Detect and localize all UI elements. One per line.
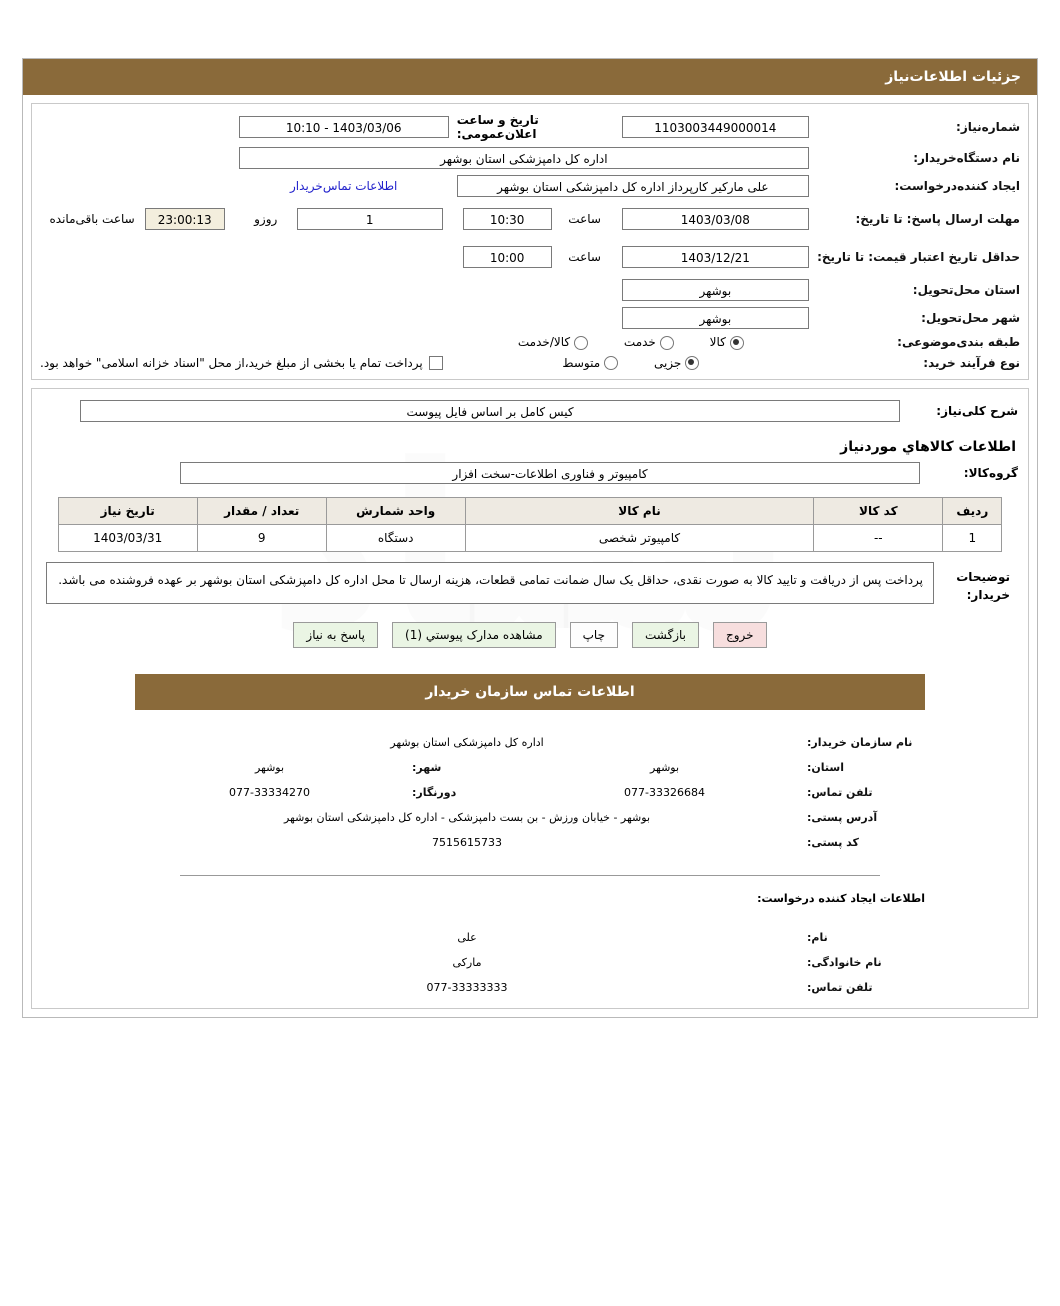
treasury-checkbox-row [36,353,453,374]
contact-row-phone [135,780,925,805]
contact-row-org [135,730,925,755]
goods-table [58,497,1003,552]
process-option-motavaset[interactable] [562,356,622,371]
goods-header-3: واحد شمارش [326,498,465,525]
group-value-cell [176,459,924,487]
deadline-hour-value: 10:30 [463,208,552,230]
contact-value-fax: 077-33334270 [229,786,310,799]
radio-icon[interactable] [730,336,744,350]
row-process [36,353,1024,374]
goods-section-title: اطلاعات کالاهاي موردنیاز [840,439,1016,455]
price-validity-hour-cell [453,238,618,276]
row-city [36,304,1024,332]
creator-value: علی مارکیر کارپرداز اداره کل دامپزشکی استان بوشهر [457,175,809,197]
city-label: شهر محل‌تحویل: [921,311,1020,325]
contact-label-address: آدرس پستی: [807,811,878,824]
creator-row-lastname [135,950,925,975]
goods-cell-name: کامپیوتر شخصی [465,525,814,552]
buyer-org-value: اداره کل دامپزشکی استان بوشهر [239,147,809,169]
announce-datetime-label: تاریخ و ساعت اعلان‌عمومی: [456,113,539,141]
creator-table [135,925,925,1000]
goods-cell-code: -- [814,525,943,552]
process-label: نوع فرآیند خرید: [923,355,1020,370]
contact-row-province [135,755,925,780]
exit-button[interactable]: خروج [713,622,767,648]
details-form [36,110,1024,373]
treasury-checkbox[interactable] [429,356,443,370]
need-number-value-cell [618,110,813,144]
buyer-org-value-cell [235,144,813,172]
deadline-days-value: 1 [297,208,443,230]
creator-value-firstname: علی [457,931,477,944]
summary-value-cell [76,397,904,425]
category-option-label-1: خدمت [623,335,656,349]
contact-value-province: بوشهر [649,761,680,774]
contact-label-fax: دورنگار: [412,786,457,799]
creator-value-lastname: مارکی [452,956,482,969]
province-label: استان محل‌تحویل: [912,283,1020,297]
radio-icon[interactable] [604,356,618,370]
buyer-org-label: نام دستگاه‌خریدار: [913,151,1020,165]
category-option-label-0: کالا [709,335,726,349]
creator-row-firstname [135,925,925,950]
deadline-label: مهلت ارسال پاسخ: تا تاریخ: [855,212,1020,226]
process-options [453,353,813,374]
category-label: طبقه بندی‌موضوعی: [897,335,1020,350]
countdown-label: ساعت باقی‌مانده [49,212,135,226]
goods-cell-qty: 9 [197,525,326,552]
contact-row-address [135,805,925,830]
goods-header-5: تاریخ نیاز [58,498,197,525]
goods-cell-date: 1403/03/31 [58,525,197,552]
creator-section-title: اطلاعات ایجاد کننده درخواست: [757,892,925,905]
summary-label: شرح کلی‌نیاز: [936,404,1018,418]
view-attachments-button[interactable]: مشاهده مدارک پیوستي (1) [392,622,556,648]
contact-label-phone: تلفن تماس: [807,786,873,799]
contact-value-city: بوشهر [254,761,285,774]
creator-label-phone: تلفن تماس: [807,981,873,994]
contact-value-org: اداره کل دامپزشکی استان بوشهر [390,736,544,749]
row-goods-group [38,459,1022,487]
radio-icon[interactable] [685,356,699,370]
province-value: بوشهر [622,279,809,301]
need-content-panel [31,388,1029,1009]
goods-cell-unit: دستگاه [326,525,465,552]
creator-label: ایجاد کننده‌درخواست: [894,179,1020,193]
row-creator [36,172,1024,200]
buyer-notes-value: پرداخت پس از دریافت و تایید کالا به صورت نقدی، حداقل یک سال ضمانت تمامی قطعات، هزینه ارسال تا محل اداره کل دامپزشکی استان بوشهر بر عهده فروشنده می باشد. [46,562,934,604]
radio-icon[interactable] [574,336,588,350]
category-options [453,332,813,353]
contact-value-phone: 077-33326684 [624,786,705,799]
deadline-hour-box-cell [459,205,556,233]
process-option-label-1: متوسط [562,355,601,370]
summary-form [38,397,1022,425]
price-validity-hour-label: ساعت [568,250,601,264]
row-province [36,276,1024,304]
contact-value-postal: 7515615733 [432,836,502,849]
creator-value-phone: 077-33333333 [426,981,508,994]
province-value-cell [618,276,813,304]
contact-label-postal: کد پستی: [807,836,859,849]
contact-section-header: اطلاعات تماس سازمان خریدار [135,674,925,710]
countdown-cell [36,200,235,238]
buyer-notes-label: توضیحات خریدار: [956,570,1010,602]
deadline-date-cell [618,200,813,238]
price-validity-label: حداقل تاریخ اعتبار قیمت: تا تاریخ: [817,250,1020,264]
contact-table [135,730,925,855]
print-button[interactable]: چاپ [570,622,618,648]
deadline-hour-label: ساعت [568,212,601,226]
goods-cell-row: 1 [943,525,1002,552]
group-value: کامپیوتر و فناوری اطلاعات-سخت افزار [180,462,920,484]
announce-datetime-value-cell [235,110,453,144]
category-option-khedmat[interactable] [624,335,678,350]
summary-value: کیس کامل بر اساس فایل پیوست [80,400,900,422]
details-section-header: جزئیات اطلاعات‌نیاز [23,59,1037,95]
goods-header-1: کد کالا [814,498,943,525]
deadline-date-value: 1403/03/08 [622,208,809,230]
contact-label-city: شهر: [412,761,442,774]
contact-label-org: نام سازمان خریدار: [807,736,913,749]
creator-label-lastname: نام خانوادگی: [807,956,882,969]
deadline-hour-cell [453,200,618,238]
row-category [36,332,1024,353]
need-number-label: شماره‌نیاز: [956,120,1020,134]
creator-row-phone [135,975,925,1000]
price-validity-hour-value: 10:00 [463,246,552,268]
row-deadline [36,200,1024,238]
price-validity-date-cell [618,238,813,276]
category-option-kala[interactable] [710,335,748,350]
buyer-contact-link[interactable]: اطلاعات تماس‌خریدار [290,179,398,193]
process-option-jozii[interactable] [654,356,703,371]
price-validity-hour-box-cell [459,243,556,271]
action-buttons [38,622,1022,648]
category-option-kala-khedmat[interactable] [518,335,592,350]
buyer-contact-cell[interactable] [235,172,453,200]
creator-label-firstname: نام: [807,931,828,944]
treasury-checkbox-label: پرداخت تمام یا بخشی از مبلغ خرید،از محل "اسناد خزانه اسلامی" خواهد بود. [40,355,423,370]
announce-datetime-value: 1403/03/06 - 10:10 [239,116,449,138]
radio-icon[interactable] [660,336,674,350]
countdown-box-cell [141,205,229,233]
table-row [58,525,1002,552]
goods-header-4: تعداد / مقدار [197,498,326,525]
process-option-label-0: جزیی [653,355,682,370]
category-option-label-2: کالا/خدمت [517,335,571,349]
need-number-value: 1103003449000014 [622,116,809,138]
creator-value-cell [453,172,813,200]
goods-group-form [38,459,1022,487]
contact-value-address: بوشهر - خیابان ورزش - بن بست دامپزشکی - اداره کل دامپزشکی استان بوشهر [283,811,651,824]
respond-to-need-button[interactable]: پاسخ به نیاز [293,622,378,648]
goods-header-0: ردیف [943,498,1002,525]
deadline-days-cell [235,200,453,238]
contact-label-province: استان: [807,761,844,774]
contact-row-postal [135,830,925,855]
row-buyer-org [36,144,1024,172]
goods-table-header-row [58,498,1002,525]
price-validity-date-value: 1403/12/21 [622,246,809,268]
group-label: گروه‌کالا: [963,466,1018,480]
city-value: بوشهر [622,307,809,329]
buyer-notes [46,562,1014,604]
countdown-value: 23:00:13 [145,208,225,230]
row-need-number [36,110,1024,144]
need-details-frame [22,58,1038,1018]
city-value-cell [618,304,813,332]
back-button[interactable]: بازگشت [632,622,699,648]
deadline-days-box-cell [293,205,447,233]
details-panel [31,103,1029,380]
goods-header-2: نام کالا [465,498,814,525]
deadline-days-label: روزو [254,212,278,226]
contact-divider [180,875,880,876]
row-summary [38,397,1022,425]
row-price-validity [36,238,1024,276]
